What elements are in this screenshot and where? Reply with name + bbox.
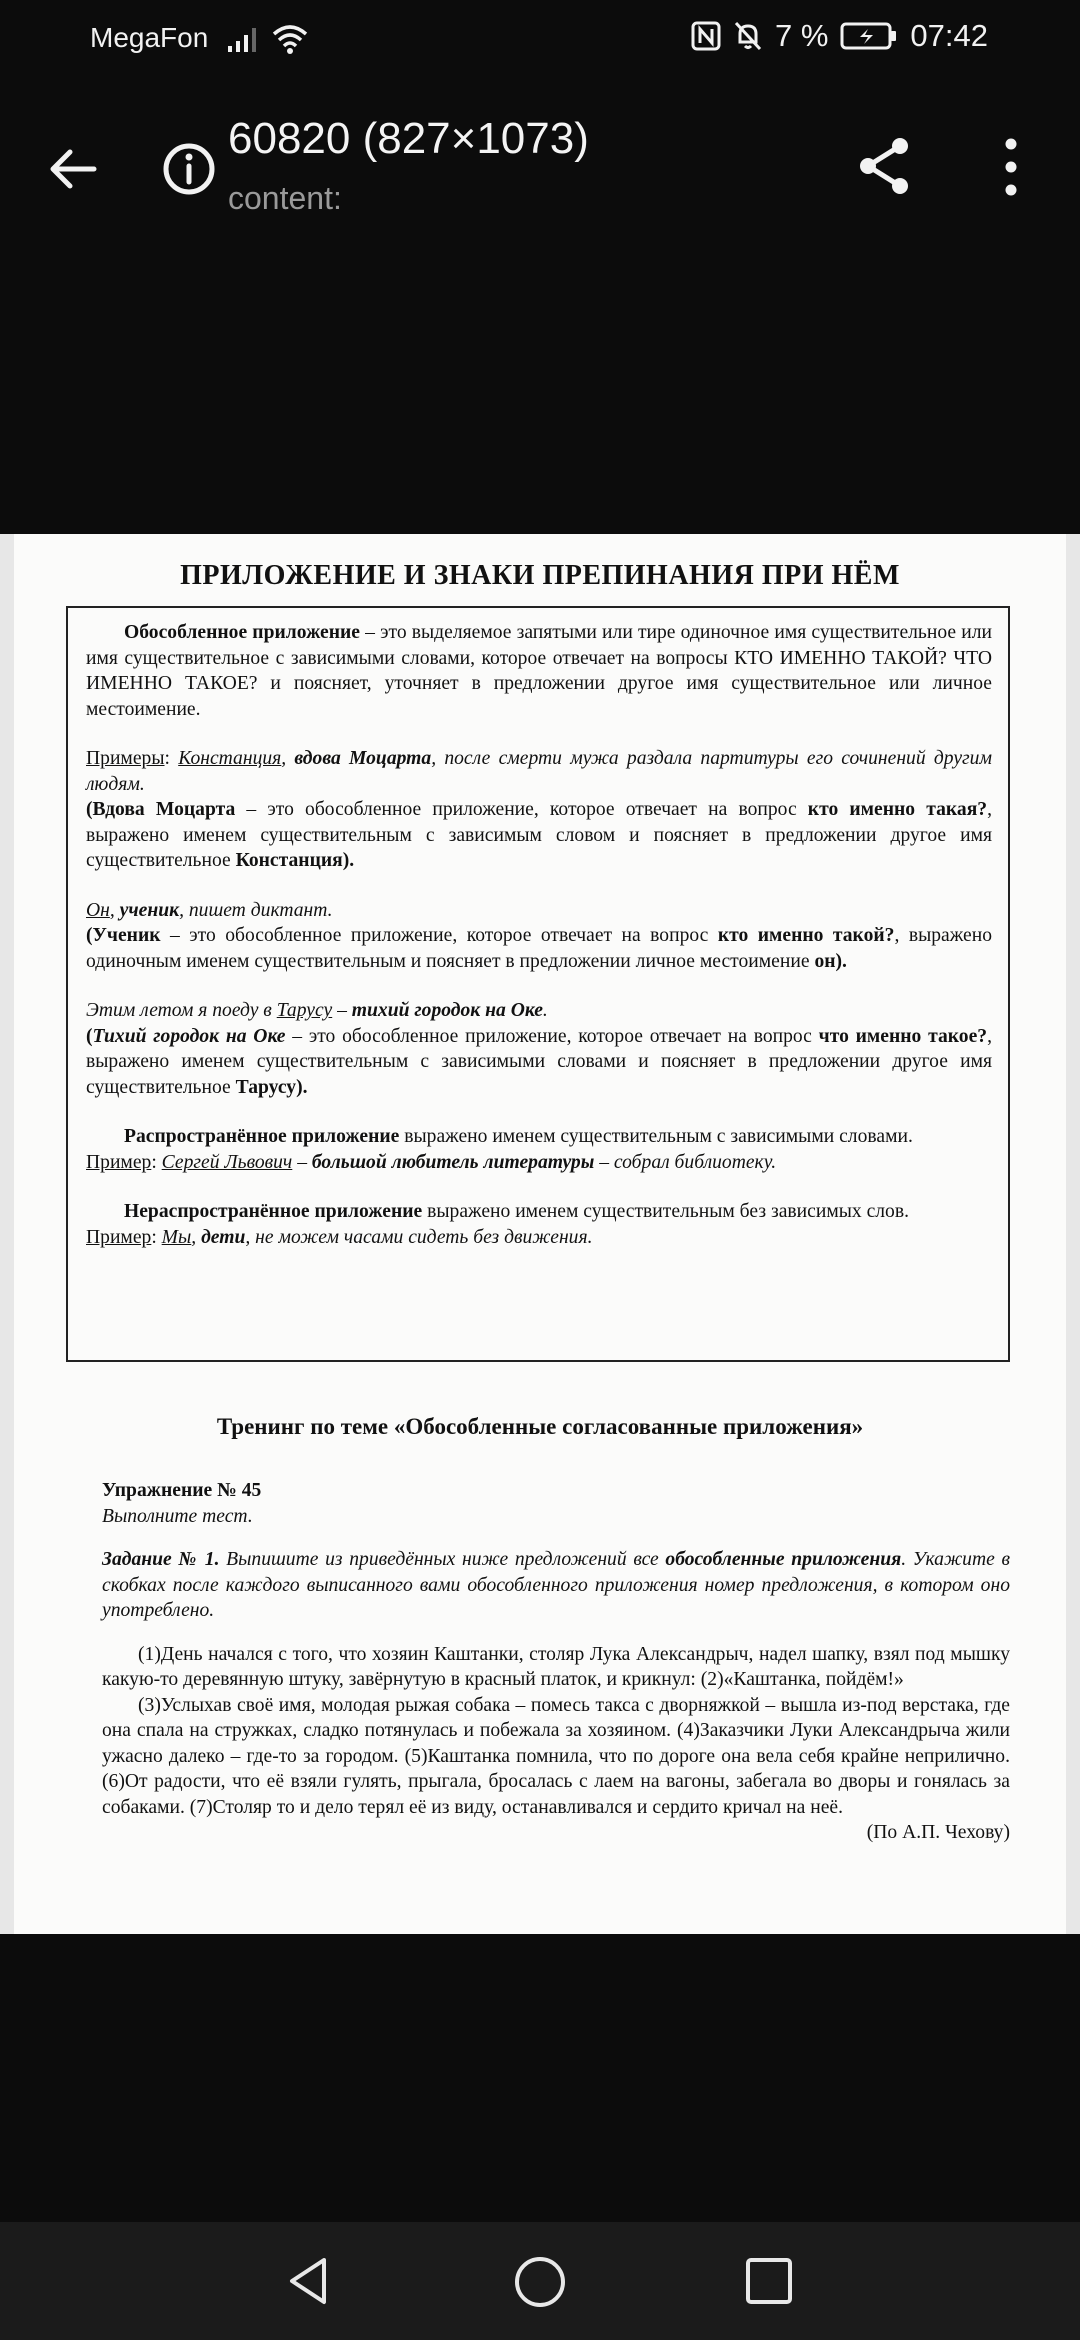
battery-icon bbox=[840, 21, 898, 51]
definition-term: Обособленное приложение bbox=[124, 622, 360, 643]
example-3-question: что именно такое? bbox=[818, 1025, 988, 1047]
example-3-word-2: Тарусу bbox=[235, 1076, 297, 1098]
example-2-word-2: он bbox=[814, 950, 836, 972]
example-3-explanation bbox=[86, 1024, 992, 1101]
non-extended-word: Мы bbox=[161, 1226, 192, 1248]
example-2-word: Он bbox=[86, 899, 110, 921]
example-3-open: ( bbox=[86, 1025, 93, 1047]
example-3-word: Тарусу bbox=[276, 1000, 333, 1021]
example-1-close: ). bbox=[342, 850, 355, 871]
example-1-bold: Вдова Моцарта bbox=[92, 799, 236, 820]
example-1-word-2: Констанция bbox=[235, 850, 343, 871]
page-edge-right bbox=[1066, 534, 1080, 1934]
non-extended-colon: : bbox=[151, 1226, 162, 1248]
extended-colon: : bbox=[151, 1151, 162, 1173]
example-1-text-2: , выражено именем существительным с зависимым словом и поясняет в предложении другое имя существительное bbox=[86, 799, 992, 871]
example-1-open: ( bbox=[86, 799, 93, 820]
non-extended-text: выражено именем существительным без зависимых слов. bbox=[422, 1201, 910, 1222]
exercise-number: Упражнение № 45 bbox=[102, 1480, 262, 1501]
mute-bell-icon bbox=[733, 20, 763, 52]
example-3-dot: . bbox=[542, 1000, 548, 1021]
example-2-open: ( bbox=[86, 925, 93, 946]
non-extended-example bbox=[86, 1225, 992, 1251]
battery-percent: 7 % bbox=[775, 18, 829, 53]
example-1 bbox=[86, 746, 992, 797]
example-1-question: кто именно такая? bbox=[807, 799, 988, 820]
example-1-label: Примеры bbox=[86, 748, 165, 769]
non-extended-rest: , не можем часами сидеть без движения. bbox=[245, 1226, 593, 1248]
example-1-appositive: вдова Моцарта bbox=[294, 748, 432, 769]
nav-back-icon[interactable] bbox=[282, 2254, 336, 2308]
non-extended-rule bbox=[86, 1199, 992, 1225]
nav-recent-icon[interactable] bbox=[744, 2256, 794, 2306]
app-bar bbox=[0, 100, 1080, 240]
back-arrow-icon[interactable] bbox=[40, 136, 106, 202]
example-2-explanation bbox=[86, 923, 992, 974]
example-1-comma: , bbox=[281, 748, 295, 769]
task-text-1: Выпишите из приведённых ниже предложений все bbox=[219, 1549, 666, 1570]
example-2-comma: , bbox=[109, 899, 120, 921]
text-paragraph: (3)Услыхав своё имя, молодая рыжая собака – помесь такса с дворняжкой – вышла из-под верстака, где она спала на стружках, сладко потянулась и побежала за хозяином. (4)Заказчики Луки Александрыча жили ужасно далеко – где-то за городом. (5)Каштанка помнила, что по дороге она вела себя крайне неприлично. (6)От радости, что её взяли гулять, прыгала, бросалась с лаем на вагоны, забегала во дворы и гонялась за собаками. (7)Столяр то и дело терял её из виду, останавливался и сердито кричал на неё. bbox=[102, 1694, 1010, 1818]
clock: 07:42 bbox=[910, 18, 988, 53]
extended-rule bbox=[86, 1124, 992, 1150]
example-3-bold: Тихий городок на Оке bbox=[92, 1025, 286, 1047]
wifi-icon bbox=[270, 22, 310, 56]
task-text-2: . Укажите в скобках после каждого выписанного вами обособленного приложения номер предложения, в котором оно употреблено. bbox=[102, 1549, 1010, 1621]
image-title: 60820 (827×1073) bbox=[228, 114, 589, 163]
extended-dash: – bbox=[292, 1151, 312, 1173]
text-paragraph: (1)День начался с того, что хозяин Каштанки, столяр Лука Александрыч, надел шапку, взял под мышку какую-то деревянную штуку, завёрнутую в красный платок, и крикнул: (2)«Каштанка, пойдём!» bbox=[102, 1643, 1010, 1690]
nfc-icon bbox=[691, 21, 721, 51]
carrier-name: MegaFon bbox=[90, 22, 209, 53]
extended-appositive: большой любитель литературы bbox=[311, 1151, 595, 1173]
example-2-question: кто именно такой? bbox=[717, 925, 895, 946]
exercise-block bbox=[102, 1478, 1010, 1846]
non-extended-term: Нераспространённое приложение bbox=[124, 1201, 423, 1222]
extended-word: Сергей Львович bbox=[161, 1151, 293, 1173]
example-1-explanation bbox=[86, 797, 992, 874]
navigation-bar bbox=[0, 2222, 1080, 2340]
definition-text: – это выделяемое запятыми или тире одиночное имя существительное или имя существительное с зависимыми словами, которое отвечает на вопросы КТО ИМЕННО ТАКОЙ? ЧТО ИМЕННО ТАКОЕ? и поясняет, уточняет в предложении другое имя существительное или личное местоимение. bbox=[86, 622, 992, 720]
example-1-word: Констанция bbox=[178, 748, 282, 769]
share-icon[interactable] bbox=[848, 130, 920, 202]
more-icon[interactable] bbox=[986, 134, 1036, 200]
example-3-text-1: – это обособленное приложение, которое отвечает на вопрос bbox=[285, 1025, 819, 1047]
signal-icon bbox=[226, 26, 262, 54]
extended-text: выражено именем существительным с зависимыми словами. bbox=[399, 1126, 913, 1147]
example-2-text-1: – это обособленное приложение, которое отвечает на вопрос bbox=[160, 925, 718, 946]
example-3 bbox=[86, 998, 992, 1024]
non-extended-label: Пример bbox=[86, 1226, 152, 1248]
extended-label: Пример bbox=[86, 1151, 152, 1173]
example-1-colon: : bbox=[164, 748, 179, 769]
example-2-rest: , пишет диктант. bbox=[179, 899, 333, 921]
example-1-rest: , после смерти мужа раздала партитуры его сочинений другим людям. bbox=[86, 748, 992, 795]
extended-rest: – собрал библиотеку. bbox=[594, 1151, 777, 1173]
example-3-pre: Этим летом я поеду в bbox=[86, 1000, 277, 1021]
example-2-bold: Ученик bbox=[92, 925, 161, 946]
image-subtitle: content: bbox=[228, 180, 342, 216]
info-icon[interactable] bbox=[156, 136, 222, 202]
non-extended-appositive: дети bbox=[201, 1226, 246, 1248]
example-2-text-2: , выражено одиночным именем существительным и поясняет в предложении личное местоимение bbox=[86, 925, 992, 972]
example-3-dash: – bbox=[332, 1000, 352, 1021]
extended-example bbox=[86, 1150, 992, 1176]
document-image[interactable] bbox=[0, 534, 1080, 1934]
nav-home-icon[interactable] bbox=[512, 2254, 568, 2310]
rule-box bbox=[66, 606, 1010, 1362]
extended-term: Распространённое приложение bbox=[124, 1126, 400, 1147]
page-edge-left bbox=[0, 534, 14, 1934]
example-1-text-1: – это обособленное приложение, которое отвечает на вопрос bbox=[235, 799, 808, 820]
example-3-appositive: тихий городок на Оке bbox=[351, 1000, 543, 1021]
example-2-close: ). bbox=[835, 950, 847, 972]
document-title: ПРИЛОЖЕНИЕ И ЗНАКИ ПРЕПИНАНИЯ ПРИ НЁМ bbox=[180, 560, 900, 591]
training-title: Тренинг по теме «Обособленные согласованные приложения» bbox=[216, 1414, 864, 1439]
task-bold: обособленные приложения bbox=[665, 1549, 902, 1570]
task-description bbox=[102, 1547, 1010, 1624]
example-3-text-2: , выражено именем существительным с зависимыми словами и поясняет в предложении другое имя существительное bbox=[86, 1025, 993, 1098]
status-bar bbox=[0, 0, 1080, 84]
example-2 bbox=[86, 898, 992, 924]
non-extended-comma: , bbox=[191, 1226, 202, 1248]
task-label: Задание № 1. bbox=[102, 1549, 220, 1570]
exercise-instruction: Выполните тест. bbox=[102, 1505, 253, 1527]
example-3-close: ). bbox=[296, 1076, 308, 1098]
text-author: (По А.П. Чехову) bbox=[866, 1822, 1010, 1843]
definition-paragraph bbox=[86, 620, 992, 722]
example-2-appositive: ученик bbox=[119, 899, 180, 921]
